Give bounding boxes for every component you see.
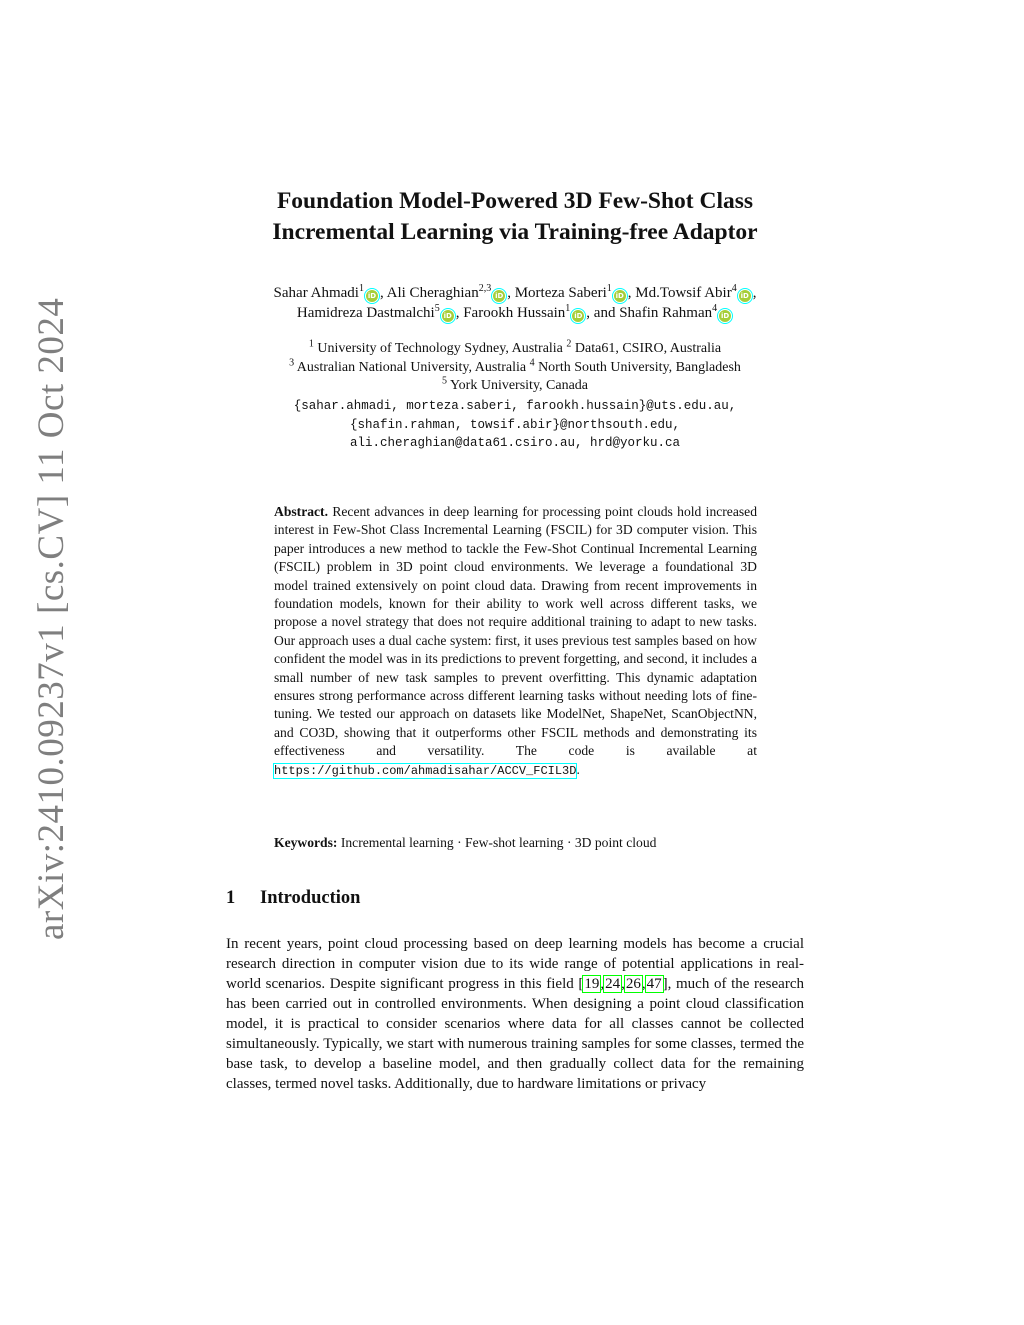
affiliation-line-3 <box>200 377 830 396</box>
email-block <box>200 397 830 453</box>
keywords-label: Keywords: <box>274 835 338 850</box>
section-title: Introduction <box>260 888 361 908</box>
author-list <box>200 283 830 323</box>
affiliation-name: University of Technology Sydney, Australia <box>317 341 563 356</box>
author-affiliation-mark: 1 <box>358 283 364 294</box>
intro-text: , much of the research has been carried out in controlled environments. When designing a point cloud classification model, it is practical to consider scenarios where data for all classes cannot be collected simultaneously. Typically, we start with numerous training samples for some classes, termed the base task, to develop a baseline model, and then gradually collect data for the remaining classes, termed novel tasks. Additionally, due to hardware limitations or privacy <box>226 976 804 1092</box>
author-conjunction: and <box>593 305 616 321</box>
affiliation-name: North South University, Bangladesh <box>538 359 741 375</box>
abstract-text: Recent advances in deep learning for processing point clouds hold increased interest in Few-Shot Class Incremental Learning (FSCIL) for 3D computer vision. This paper introduces a new method to tackle the Few-Shot Continual Incremental Learning (FSCIL) problem in 3D point cloud environments. We leverage a foundational 3D model trained extensively on point cloud data. Drawing from recent improvements in foundation models, known for their ability to work well across different tasks, we propose a novel strategy that does not require additional training to adapt to new tasks. Our approach uses a dual cache system: first, it uses previous test samples based on how confident the model was in its predictions to prevent forgetting, and second, it includes a small number of new task samples to prevent overfitting. This dynamic adaptation ensures strong performance across different learning tasks without needing lots of fine-tuning. We tested our approach on datasets like ModelNet, ShapeNet, ScanObjectNN, and CO3D, showing that it outperforms other FSCIL methods and demonstrating its effectiveness and versatility. The code is available at <box>274 504 757 759</box>
affiliation-number: 2 <box>566 338 572 350</box>
author-name: Morteza Saberi <box>514 285 607 301</box>
author-affiliation-mark: 1 <box>565 303 571 314</box>
author-affiliation-mark: 4 <box>731 283 737 294</box>
affiliation-number: 4 <box>529 356 535 368</box>
orcid-icon[interactable]: iD <box>495 292 504 300</box>
title-line-2: Incremental Learning via Training-free Adaptor <box>272 219 758 245</box>
affiliation-number: 1 <box>308 338 314 350</box>
citation-link[interactable]: 26 <box>625 976 641 992</box>
affiliation-name: Australian National University, Australia <box>296 359 527 375</box>
orcid-icon[interactable]: iD <box>574 312 583 320</box>
orcid-icon[interactable]: iD <box>615 292 624 300</box>
citation-link[interactable]: 19 <box>584 976 600 992</box>
affiliation-number: 3 <box>289 356 295 368</box>
orcid-icon[interactable]: iD <box>367 292 377 300</box>
keywords-text: Incremental learning · Few-shot learning · 3D point cloud <box>340 835 657 850</box>
email-line: {shafin.rahman, towsif.abir}@northsouth.edu, <box>349 417 681 432</box>
author-line-2: Hamidreza Dastmalchi$^5$iD , Farookh Hussain$^1$iD , and Shafin Rahman$^4$iD <box>296 303 730 321</box>
affiliation-name: York University, Canada <box>449 378 589 393</box>
affiliation-line-1 <box>200 340 830 359</box>
abstract-end: . <box>576 761 580 777</box>
citation-link[interactable]: 47 <box>646 976 662 992</box>
title-line-1: Foundation Model-Powered 3D Few-Shot Class <box>276 188 754 214</box>
author-affiliation-mark: 1 <box>606 283 612 294</box>
abstract <box>274 503 757 780</box>
affiliation-line-2 <box>200 356 830 378</box>
abstract-label: Abstract. <box>274 504 328 519</box>
author-name: Hamidreza Dastmalchi <box>296 305 435 321</box>
author-name: Ali Cheraghian <box>386 285 479 301</box>
author-line-1: Sahar Ahmadi$^1$iD , Ali Cheraghian$^{2,3}$iD , Morteza Saberi$^1$iD , Md.Towsif Abir$^4$iD , <box>273 283 757 301</box>
author-affiliation-mark: 4 <box>712 303 718 314</box>
intro-paragraph: In recent years, point cloud processing based on deep learning models has become a crucial research direction in computer vision due to its wide range of potential applications in real-world scenarios. Despite significant progress in this field [19,24,26,47], much of the research has been carried out in controlled environments. When designing a point cloud classification model, it is practical to consider scenarios where data for all classes cannot be collected simultaneously. Typically, we start with numerous training samples for some classes, termed the base task, to develop a baseline model, and then gradually collect data for the remaining classes, termed novel tasks. Additionally, due to hardware limitations or privacy <box>226 936 804 1092</box>
affiliation-block <box>200 340 830 396</box>
arxiv-identifier: arXiv:2410.09237v1 [cs.CV] 11 Oct 2024 <box>31 297 72 940</box>
intro-text: In recent years, point cloud processing based on deep learning models has become a crucial research direction in computer vision due to its wide range of potential applications in real-world scenarios. Despite significant progress in this field <box>226 936 804 992</box>
section-heading <box>226 888 360 909</box>
affiliation-name: Data61, CSIRO, Australia <box>574 341 722 356</box>
section-number: 1 <box>226 888 236 908</box>
author-name: Shafin Rahman <box>619 305 713 321</box>
code-link[interactable]: https://github.com/ahmadisahar/ACCV_FCIL3D <box>274 763 577 778</box>
author-name: Md.Towsif Abir <box>635 285 732 301</box>
orcid-icon[interactable]: iD <box>443 312 452 320</box>
citation-link[interactable]: 24 <box>605 976 621 992</box>
author-affiliation-mark: 5 <box>434 303 440 314</box>
author-name: Farookh Hussain <box>463 305 566 321</box>
email-line: ali.cheraghian@data61.csiro.au, hrd@yorku.ca <box>349 436 681 450</box>
affiliation-number: 5 <box>441 375 447 387</box>
email-line: {sahar.ahmadi, morteza.saberi, farookh.hussain}@uts.edu.au, <box>293 399 737 413</box>
author-name: Sahar Ahmadi <box>273 285 359 301</box>
orcid-icon[interactable]: iD <box>740 292 749 300</box>
author-affiliation-mark: 2,3 <box>478 283 492 294</box>
orcid-icon[interactable]: iD <box>721 312 730 320</box>
paper-title <box>200 186 830 248</box>
keywords <box>274 834 757 852</box>
